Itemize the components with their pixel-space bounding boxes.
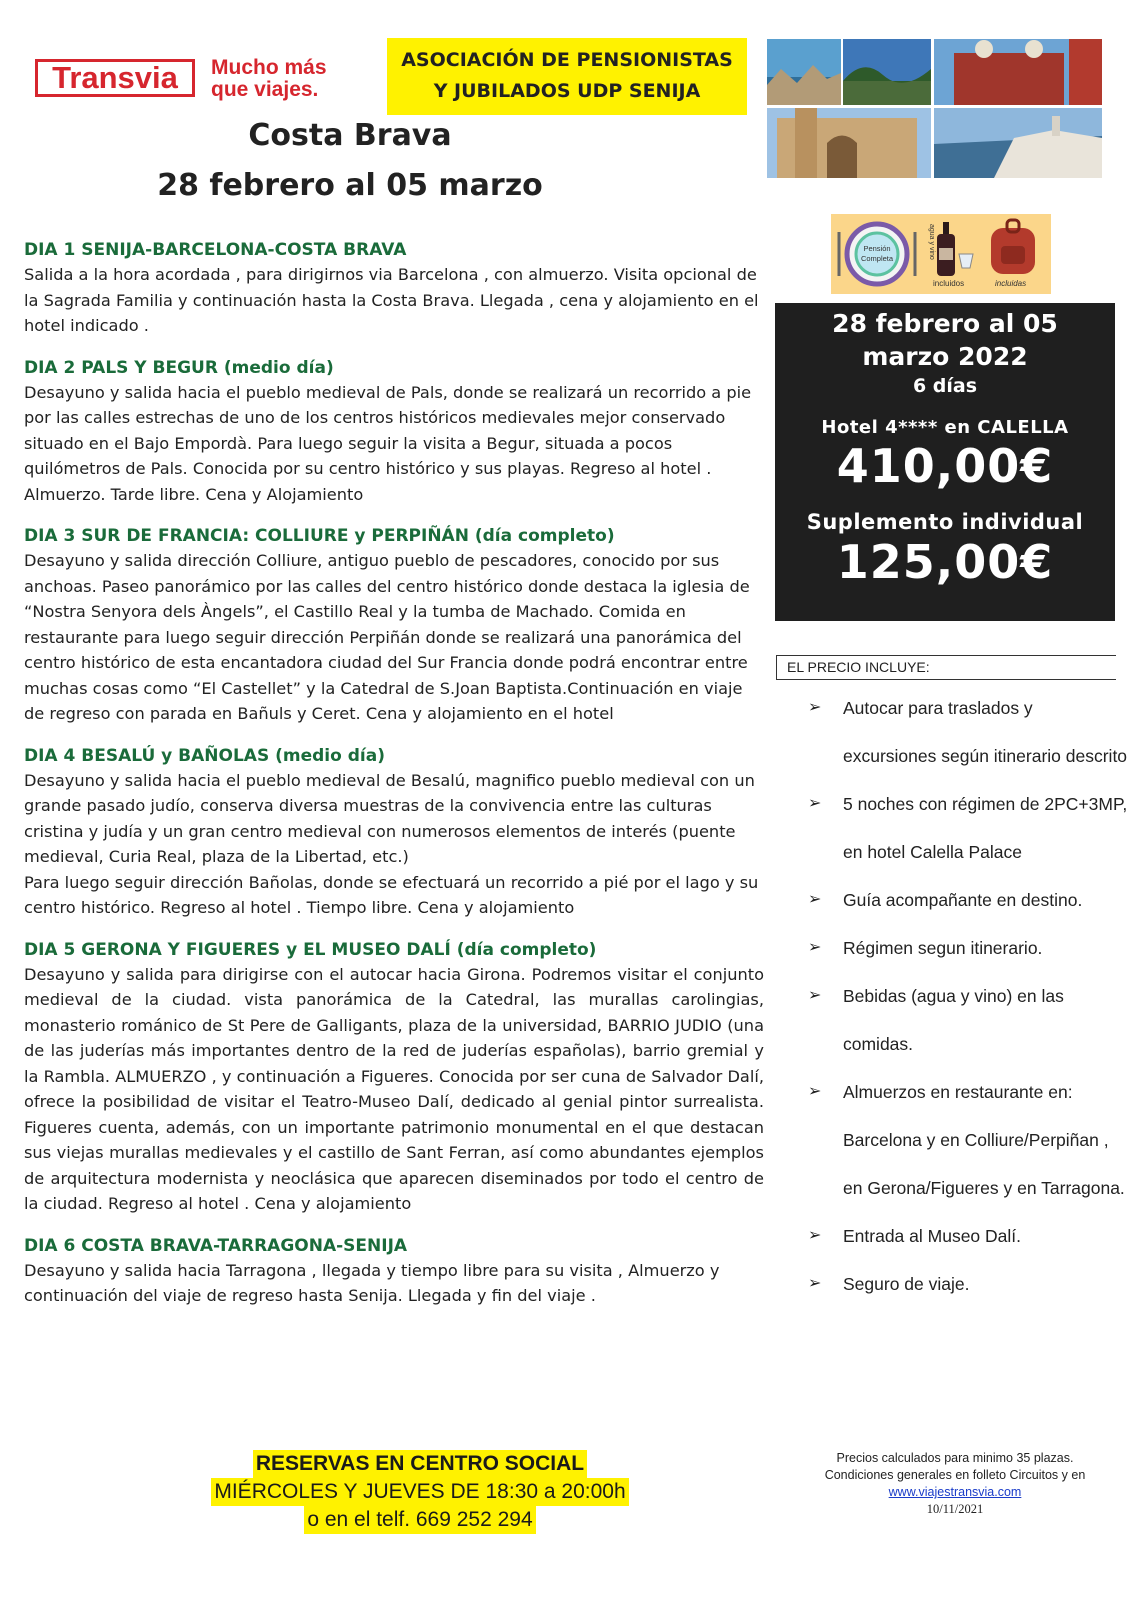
- list-item: ➢ 5 noches con régimen de 2PC+3MP, en hotel Calella Palace: [808, 780, 1128, 876]
- document-date: 10/11/2021: [926, 1502, 984, 1516]
- arrow-bullet-icon: ➢: [808, 1083, 822, 1100]
- itinerary: [24, 238, 764, 1326]
- list-item: ➢ Almuerzos en restaurante en: Barcelona y en Colliure/Perpiñan , en Gerona/Figueres y en Tarragona.: [808, 1068, 1128, 1212]
- day-heading: DIA 6 COSTA BRAVA-TARRAGONA-SENIJA: [24, 1235, 408, 1256]
- day-description: Salida a la hora acordada , para dirigirnos via Barcelona , con almuerzo. Visita opcional de la Sagrada Familia y continuación hasta la Costa Brava. Llegada , cena y alojamiento en el hotel indicado .: [24, 265, 759, 335]
- conditions-note: [805, 1450, 1105, 1518]
- arrow-bullet-icon: ➢: [808, 1227, 822, 1244]
- price-includes-list: [808, 684, 1128, 1308]
- arrow-bullet-icon: ➢: [808, 1275, 822, 1292]
- arrow-bullet-icon: ➢: [808, 795, 822, 812]
- brand-tagline: [211, 57, 327, 101]
- arrow-bullet-icon: ➢: [808, 939, 822, 956]
- arrow-bullet-icon: ➢: [808, 987, 822, 1004]
- list-item: ➢ Bebidas (agua y vino) en las comidas.: [808, 972, 1128, 1068]
- day-6: [24, 1234, 764, 1309]
- wine-caption: incluidos: [933, 279, 965, 288]
- photo-cathedral: [767, 108, 931, 178]
- price-dates-line-2: marzo 2022: [862, 342, 1028, 371]
- wine-label: agua y vino: [928, 224, 935, 260]
- supplement-price: 125,00€: [836, 535, 1054, 589]
- hotel-info: Hotel 4**** en CALELLA: [821, 417, 1069, 438]
- reservations-title: RESERVAS EN CENTRO SOCIAL: [253, 1450, 587, 1478]
- day-description: Desayuno y salida hacia Tarragona , llegada y tiempo libre para su visita , Almuerzo y continuación del viaje de regreso hasta Senija. Llegada y fin del viaje .: [24, 1260, 720, 1305]
- photo-beach-rocks: [767, 39, 841, 105]
- photo-dali-museum: [934, 39, 1102, 105]
- day-description: Desayuno y salida para dirigirse con el autocar hacia Girona. Podremos visitar el conjunto medieval de la ciudad. vista panorámica de la Catedral, las murallas carolingias, monasterio románico de St Pere de Galligants, plaza de la universidad, BARRIO JUDIO (una de las juderías más importantes dentro de la red de juderías españolas), barrio gremial y la Rambla. ALMUERZO , y continuación a Figueres. Conocida por ser cuna de Salvador Dalí, ofrece la posibilidad de visitar el Teatro-Museo Dalí, dedicado al genial pintor surrealista. Figueres cuenta, además, con un importante patrimonio monumental en el que destacan sus viejas murallas medievales y el castillo de Sant Ferran, así como abundantes ejemplos de arquitectura modernista y neoclásica que aparecen diseminados por todo el centro de la ciudad. Regreso al hotel . Cena y alojamiento: [24, 964, 764, 1213]
- conditions-line-2: Condiciones generales en folleto Circuitos y en: [824, 1468, 1086, 1482]
- website-link[interactable]: www.viajestransvia.com: [888, 1485, 1022, 1499]
- wine-bottle-icon: [928, 222, 973, 288]
- tagline-line-1: Mucho más: [211, 56, 327, 79]
- pension-label-2: Completa: [860, 254, 894, 263]
- association-banner: [387, 38, 747, 115]
- brand-name: Transvia: [35, 59, 195, 97]
- list-item: ➢ Régimen segun itinerario.: [808, 924, 1128, 972]
- reservations-info: [160, 1450, 680, 1534]
- pension-label-1: Pensión: [863, 244, 891, 253]
- reservations-schedule: MIÉRCOLES Y JUEVES DE 18:30 a 20:00h: [211, 1478, 628, 1506]
- backpack-icon: [991, 220, 1035, 288]
- arrow-bullet-icon: ➢: [808, 699, 822, 716]
- day-4: [24, 744, 764, 921]
- association-line-2: Y JUBILADOS UDP SENIJA: [433, 80, 701, 102]
- supplement-label: Suplemento individual: [806, 510, 1084, 534]
- included-icons: [831, 214, 1051, 294]
- reservations-phone: o en el telf. 669 252 294: [304, 1506, 535, 1534]
- photo-seaside-town: [934, 108, 1102, 178]
- price-dates-line-1: 28 febrero al 05: [832, 309, 1058, 338]
- bag-caption: incluidas: [995, 279, 1027, 288]
- arrow-bullet-icon: ➢: [808, 891, 822, 908]
- full-board-icon: [839, 224, 915, 284]
- day-heading: DIA 2 PALS Y BEGUR (medio día): [24, 357, 334, 378]
- day-description: Desayuno y salida dirección Colliure, antiguo pueblo de pescadores, conocido por sus anchoas. Paseo panorámico por las calles del centro histórico donde destaca la iglesia de “Nostra Senyora dels Àngels”, el Castillo Real y la tumba de Machado. Comida en restaurante para luego seguir dirección Perpiñán donde se realizará una panorámica del centro histórico de esta encantadora ciudad del Sur Francia donde podrá encontrar entre muchas cosas como “El Castellet” y la Catedral de S.Joan Baptista.Continuación en viaje de regreso con parada en Bañuls y Ceret. Cena y alojamiento en el hotel: [24, 551, 750, 723]
- trip-dates-title: 28 febrero al 05 marzo: [157, 168, 543, 203]
- day-heading: DIA 3 SUR DE FRANCIA: COLLIURE y PERPIÑÁN (día completo): [24, 526, 615, 546]
- price-box: [775, 303, 1115, 621]
- list-item: ➢ Seguro de viaje.: [808, 1260, 1128, 1308]
- day-description-2: Para luego seguir dirección Bañolas, donde se efectuará un recorrido a pié por el lago y su centro histórico. Regreso al hotel . Tiempo libre. Cena y alojamiento: [24, 872, 759, 917]
- day-heading: DIA 4 BESALÚ y BAÑOLAS (medio día): [24, 745, 385, 766]
- day-2: [24, 356, 764, 508]
- price-box-dates: [775, 307, 1115, 373]
- list-item: ➢ Guía acompañante en destino.: [808, 876, 1128, 924]
- list-item: ➢ Autocar para traslados y excursiones según itinerario descrito: [808, 684, 1128, 780]
- association-line-1: ASOCIACIÓN DE PENSIONISTAS: [401, 49, 733, 71]
- destination-title: Costa Brava: [248, 118, 452, 153]
- day-description: Desayuno y salida hacia el pueblo medieval de Besalú, magnifico pueblo medieval con un grande pasado judío, conserva diversa muestras de la convivencia entre las culturas cristina y judía y un gran centro medieval con numerosos elementos de interés (puente medieval, Curia Real, plaza de la Libertad, etc.): [24, 770, 755, 866]
- transvia-logo: [35, 53, 345, 103]
- day-5: [24, 938, 764, 1217]
- day-description: Desayuno y salida hacia el pueblo medieval de Pals, donde se realizará un recorrido a pie por las calles estrechas de uno de los centros históricos medievales mejor conservado situado en el Bajo Empordà. Para luego seguir la visita a Begur, situada a pocos quilómetros de Pals. Conocida por su centro histórico y sus playas. Regreso al hotel . Almuerzo. Tarde libre. Cena y Alojamiento: [24, 382, 752, 504]
- conditions-line-1: Precios calculados para minimo 35 plazas.: [836, 1451, 1074, 1465]
- day-3: [24, 524, 764, 727]
- day-heading: DIA 1 SENIJA-BARCELONA-COSTA BRAVA: [24, 240, 407, 260]
- price-includes-heading: EL PRECIO INCLUYE:: [776, 655, 1116, 680]
- list-item: ➢ Entrada al Museo Dalí.: [808, 1212, 1128, 1260]
- tagline-line-2: que viajes.: [211, 78, 319, 101]
- trip-price: 410,00€: [836, 439, 1054, 493]
- day-1: [24, 238, 764, 339]
- day-heading: DIA 5 GERONA Y FIGUERES y EL MUSEO DALÍ (día completo): [24, 939, 597, 960]
- photo-coast-trees: [843, 39, 931, 105]
- trip-duration: 6 días: [912, 375, 978, 397]
